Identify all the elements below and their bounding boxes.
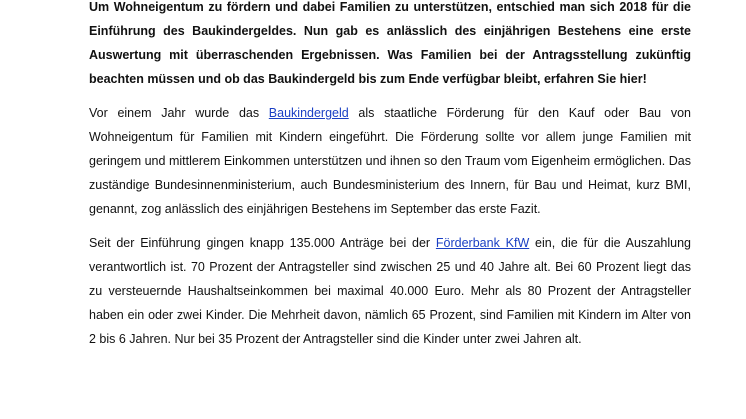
foerderbank-kfw-link[interactable]: Förderbank KfW xyxy=(435,236,530,250)
paragraph-baukindergeld xyxy=(89,101,691,221)
paragraph-text: Seit der Einführung gingen knapp 135.000 Anträge bei der xyxy=(89,236,436,250)
baukindergeld-link[interactable]: Baukindergeld xyxy=(268,106,349,120)
paragraph-text: ein, die für die Auszahlung verantwortlich ist. 70 Prozent der Antragsteller sind zwischen 25 und 40 Jahre alt. Bei 60 Prozent liegt das zu versteuernde Haushaltseinkommen bei maximal 40.000 Euro. Mehr als 80 Prozent der Antragsteller haben ein oder zwei Kinder. Die Mehrheit davon, nämlich 65 Prozent, sind Familien mit Kindern im Alter von 2 bis 6 Jahren. Nur bei 35 Prozent der Antragsteller sind die Kinder unter zwei Jahren alt. xyxy=(89,236,691,346)
paragraph-text: Vor einem Jahr wurde das xyxy=(89,106,269,120)
article-body xyxy=(89,0,691,361)
intro-paragraph: Um Wohneigentum zu fördern und dabei Familien zu unterstützen, entschied man sich 2018 für die Einführung des Baukindergeldes. Nun gab es anlässlich des einjährigen Bestehens eine erste Auswertung mit überraschenden Ergebnissen. Was Familien bei der Antragsstellung zukünftig beachten müssen und ob das Baukindergeld bis zum Ende verfügbar bleibt, erfahren Sie hier! xyxy=(89,0,691,86)
paragraph-text: als staatliche Förderung für den Kauf oder Bau von Wohneigentum für Familien mit Kindern eingeführt. Die Förderung sollte vor allem junge Familien mit geringem und mittlerem Einkommen unterstützen und ihnen so den Traum vom Eigenheim ermöglichen. Das zuständige Bundesinnenministerium, auch Bundesministerium des Innern, für Bau und Heimat, kurz BMI, genannt, zog anlässlich des einjährigen Bestehens im September das erste Fazit. xyxy=(89,106,691,216)
paragraph-statistics xyxy=(89,231,691,351)
